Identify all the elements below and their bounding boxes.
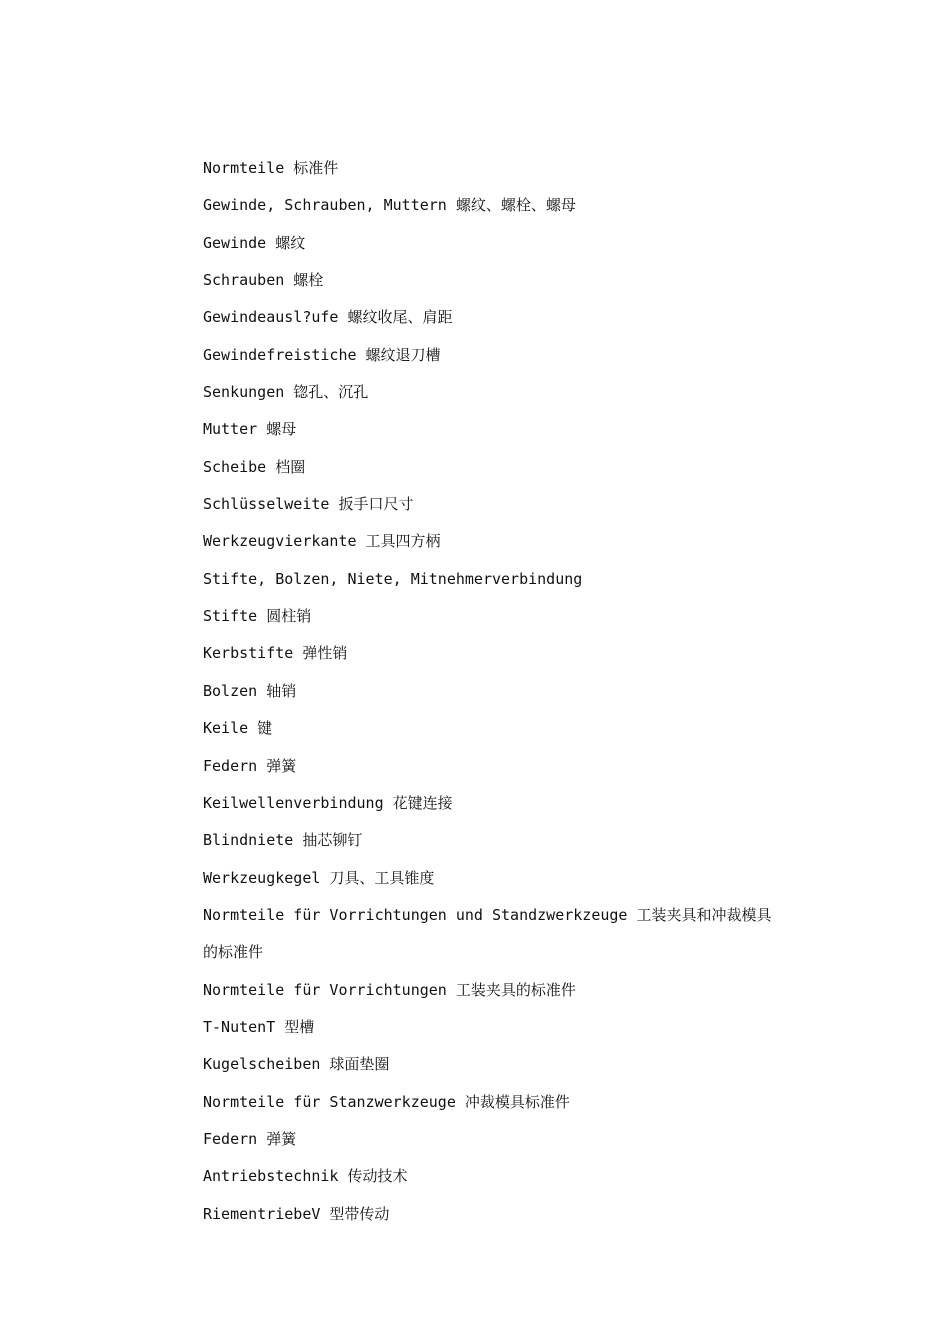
term-line: Kugelscheiben 球面垫圈 [203,1055,390,1074]
term-line: Federn 弹簧 [203,1129,297,1148]
term-line: Keilwellenverbindung 花键连接 [203,793,453,812]
term-line: Schrauben 螺栓 [203,271,324,290]
term-line: Kerbstifte 弹性销 [203,644,348,663]
term-line: Antriebstechnik 传动技术 [203,1167,408,1186]
term-line: RiementriebeV 型带传动 [203,1204,390,1223]
term-line: Normteile 标准件 [203,159,339,177]
term-line: Gewindeausl?ufe 螺纹收尾、肩距 [203,308,453,327]
term-line: Federn 弹簧 [203,756,297,775]
term-line: Gewinde 螺纹 [203,233,306,252]
term-line: Schlüsselweite 扳手口尺寸 [203,495,414,514]
term-list [203,150,772,1233]
term-line: Normteile für Stanzwerkzeuge 冲裁模具标准件 [203,1092,570,1111]
term-line: 的标准件 [203,943,264,962]
term-line: Stifte, Bolzen, Niete, Mitnehmerverbindung [203,569,583,588]
term-line: Werkzeugvierkante 工具四方柄 [203,532,441,551]
term-line: Werkzeugkegel 刀具、工具锥度 [203,868,435,887]
term-line: Gewindefreistiche 螺纹退刀槽 [203,345,441,364]
term-line: Keile 键 [203,719,273,738]
term-line: Normteile für Vorrichtungen und Standzwerkzeuge 工装夹具和冲裁模具 [203,905,772,924]
term-line: Mutter 螺母 [203,420,297,439]
term-line: Senkungen 锪孔、沉孔 [203,383,369,402]
term-line: T-NutenT 型槽 [203,1017,315,1036]
term-line: Scheibe 档圈 [203,457,306,476]
term-line: Stifte 圆柱销 [203,607,312,626]
term-line: Normteile für Vorrichtungen 工装夹具的标准件 [203,980,576,999]
term-line: Bolzen 轴销 [203,681,297,700]
term-line: Blindniete 抽芯铆钉 [203,831,363,850]
term-line: Gewinde, Schrauben, Muttern 螺纹、螺栓、螺母 [203,196,576,215]
